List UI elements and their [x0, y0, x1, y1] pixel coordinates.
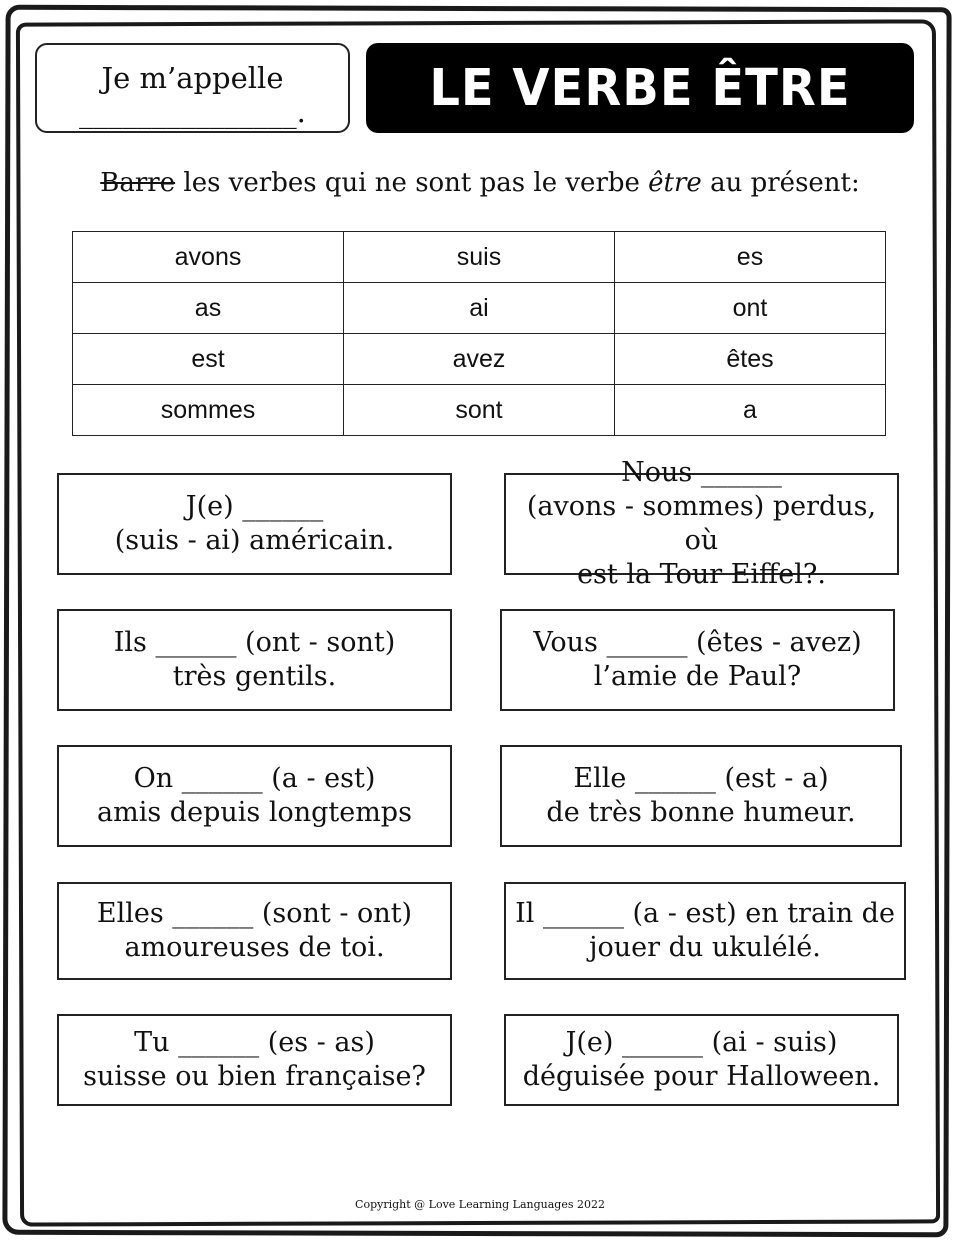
instruction-text-1: les verbes qui ne sont pas le verbe: [175, 168, 649, 198]
table-cell[interactable]: ont: [615, 283, 886, 334]
table-cell[interactable]: avez: [344, 334, 615, 385]
exercise-box: [57, 609, 452, 711]
table-cell[interactable]: avons: [73, 232, 344, 283]
table-cell[interactable]: es: [615, 232, 886, 283]
exercise-sentence[interactable]: J(e) ______ (ai - suis) déguisée pour Halloween.: [522, 1027, 881, 1092]
table-cell[interactable]: sont: [344, 385, 615, 436]
name-box: [35, 43, 350, 133]
table-cell[interactable]: êtes: [615, 334, 886, 385]
name-blank[interactable]: _______________.: [79, 95, 306, 129]
exercise-sentence[interactable]: Il ______ (a - est) en train de jouer du ukulélé.: [515, 898, 895, 963]
exercise-box: [504, 457, 899, 590]
copyright-notice: Copyright @ Love Learning Languages 2022: [355, 1198, 605, 1211]
exercise-sentence[interactable]: Elle ______ (est - a) de très bonne humeur.: [546, 763, 856, 828]
instruction-italic-word: être: [648, 168, 702, 198]
instruction-strike-word: Barre: [100, 168, 176, 198]
page-title: LE VERBE ÊTRE: [429, 58, 851, 118]
exercise-sentence[interactable]: Vous ______ (êtes - avez) l’amie de Paul?: [533, 627, 862, 692]
exercise-sentence[interactable]: J(e) ______ (suis - ai) américain.: [114, 491, 395, 556]
exercise-box: [504, 1014, 899, 1106]
table-cell[interactable]: est: [73, 334, 344, 385]
exercise-sentence[interactable]: On ______ (a - est) amis depuis longtemps: [97, 763, 412, 828]
exercise-sentence[interactable]: Elles ______ (sont - ont) amoureuses de toi.: [96, 898, 413, 963]
table-cell[interactable]: suis: [344, 232, 615, 283]
table-row: [73, 385, 886, 436]
table-row: [73, 334, 886, 385]
title-banner: [366, 43, 914, 133]
exercise-box: [57, 882, 452, 980]
exercise-sentence[interactable]: Nous ______ (avons - sommes) perdus, où est la Tour Eiffel?.: [526, 457, 877, 590]
instruction-text-2: au présent:: [701, 168, 860, 198]
exercise-box: [504, 882, 906, 980]
exercise-box: [57, 473, 452, 575]
name-label: Je m’appelle: [101, 61, 284, 95]
table-row: [73, 283, 886, 334]
table-cell[interactable]: a: [615, 385, 886, 436]
table-cell[interactable]: ai: [344, 283, 615, 334]
table-cell[interactable]: as: [73, 283, 344, 334]
exercise-sentence[interactable]: Ils ______ (ont - sont) très gentils.: [113, 627, 396, 692]
exercise-box: [500, 745, 902, 847]
table-row: [73, 232, 886, 283]
exercise-box: [500, 609, 895, 711]
table-cell[interactable]: sommes: [73, 385, 344, 436]
exercise-sentence[interactable]: Tu ______ (es - as) suisse ou bien française?: [83, 1027, 426, 1092]
instruction: [0, 168, 960, 198]
exercise-box: [57, 1014, 452, 1106]
verb-table: [72, 231, 886, 436]
exercise-box: [57, 745, 452, 847]
